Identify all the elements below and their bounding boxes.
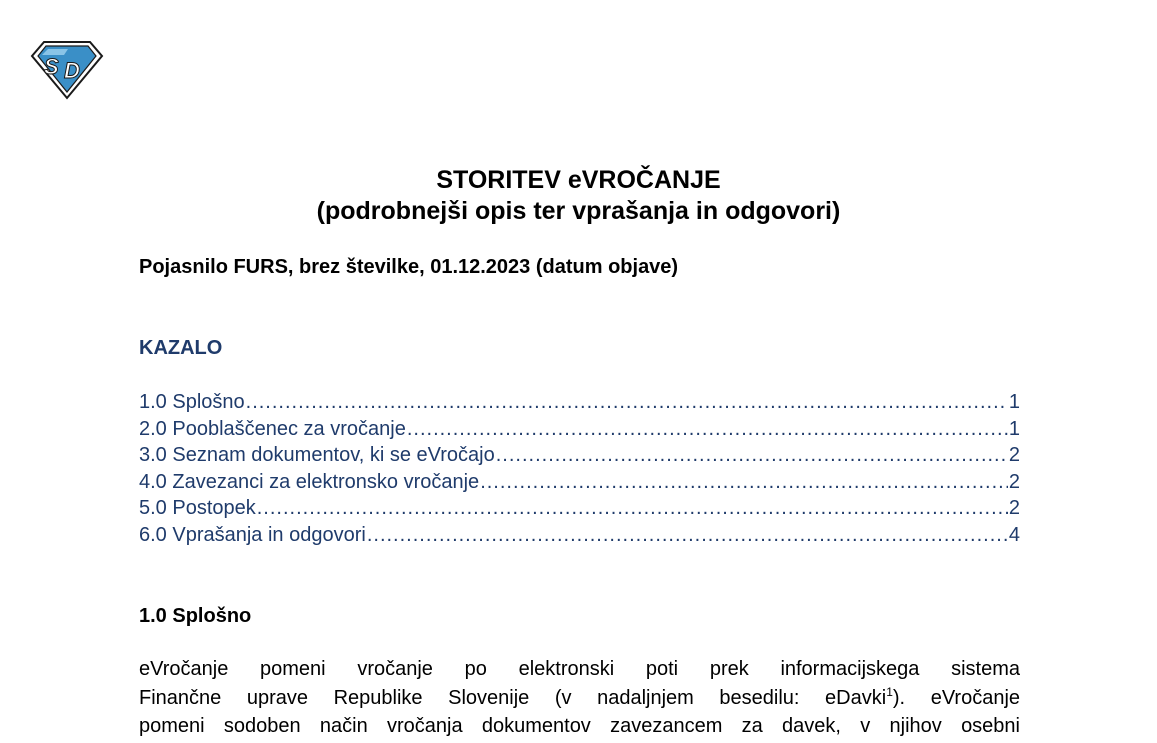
toc-heading: KAZALO — [139, 337, 223, 359]
toc-item-page: 4 — [1008, 523, 1020, 546]
toc-item-label: 3.0 Seznam dokumentov, ki se eVročajo — [139, 444, 495, 466]
paragraph-line — [139, 684, 1020, 713]
svg-text:D: D — [64, 58, 80, 83]
paragraph-line-text: ). eVročanje — [892, 686, 1020, 709]
document-title — [0, 165, 1157, 227]
toc-leader-dots — [246, 389, 1008, 416]
toc-item-page: 2 — [1008, 444, 1020, 466]
toc-item-page: 1 — [1008, 417, 1020, 440]
toc-leader-dots — [257, 495, 1008, 522]
paragraph-line-text: pomeni sodoben način vročanja dokumentov zavezancem za davek, v njihov osebni — [139, 715, 1020, 737]
toc-leader-dots — [480, 469, 1008, 496]
document-meta: Pojasnilo FURS, brez številke, 01.12.2023 (datum objave) — [139, 256, 679, 278]
toc-item-splosno[interactable] — [139, 389, 1020, 416]
toc-item-vprasanja[interactable] — [139, 522, 1020, 549]
toc-item-page: 2 — [1008, 470, 1020, 493]
sd-diamond-logo-icon — [30, 40, 104, 100]
toc-item-page: 1 — [1008, 391, 1020, 413]
toc-item-label: 2.0 Pooblaščenec za vročanje — [139, 417, 406, 440]
section-heading: 1.0 Splošno — [139, 605, 252, 627]
toc-item-seznam-dokumentov[interactable] — [139, 442, 1020, 469]
svg-text:S: S — [44, 54, 59, 79]
toc-item-label: 5.0 Postopek — [139, 497, 256, 519]
document-title-line-2: (podrobnejši opis ter vprašanja in odgovori) — [316, 197, 841, 225]
paragraph-line-text: Finančne uprave Republike Slovenije (v nadaljnjem besedilu: eDavki — [139, 686, 887, 709]
toc-item-pooblascenec[interactable] — [139, 416, 1020, 443]
paragraph-line-text: eVročanje pomeni vročanje po elektronski poti prek informacijskega sistema — [139, 658, 1020, 680]
footnote-reference[interactable]: 1 — [886, 684, 893, 699]
table-of-contents — [139, 389, 1020, 548]
toc-item-page: 2 — [1008, 497, 1020, 519]
toc-leader-dots — [496, 442, 1008, 469]
paragraph-line — [139, 655, 1020, 684]
toc-item-label: 4.0 Zavezanci za elektronsko vročanje — [139, 470, 480, 493]
toc-item-label: 6.0 Vprašanja in odgovori — [139, 523, 366, 546]
toc-item-label: 1.0 Splošno — [139, 391, 245, 413]
toc-leader-dots — [367, 522, 1008, 549]
toc-item-zavezanci[interactable] — [139, 469, 1020, 496]
paragraph-line — [139, 712, 1020, 741]
document-title-line-1: STORITEV eVROČANJE — [436, 166, 721, 194]
body-paragraph — [139, 655, 1020, 741]
toc-leader-dots — [407, 416, 1008, 443]
toc-item-postopek[interactable] — [139, 495, 1020, 522]
